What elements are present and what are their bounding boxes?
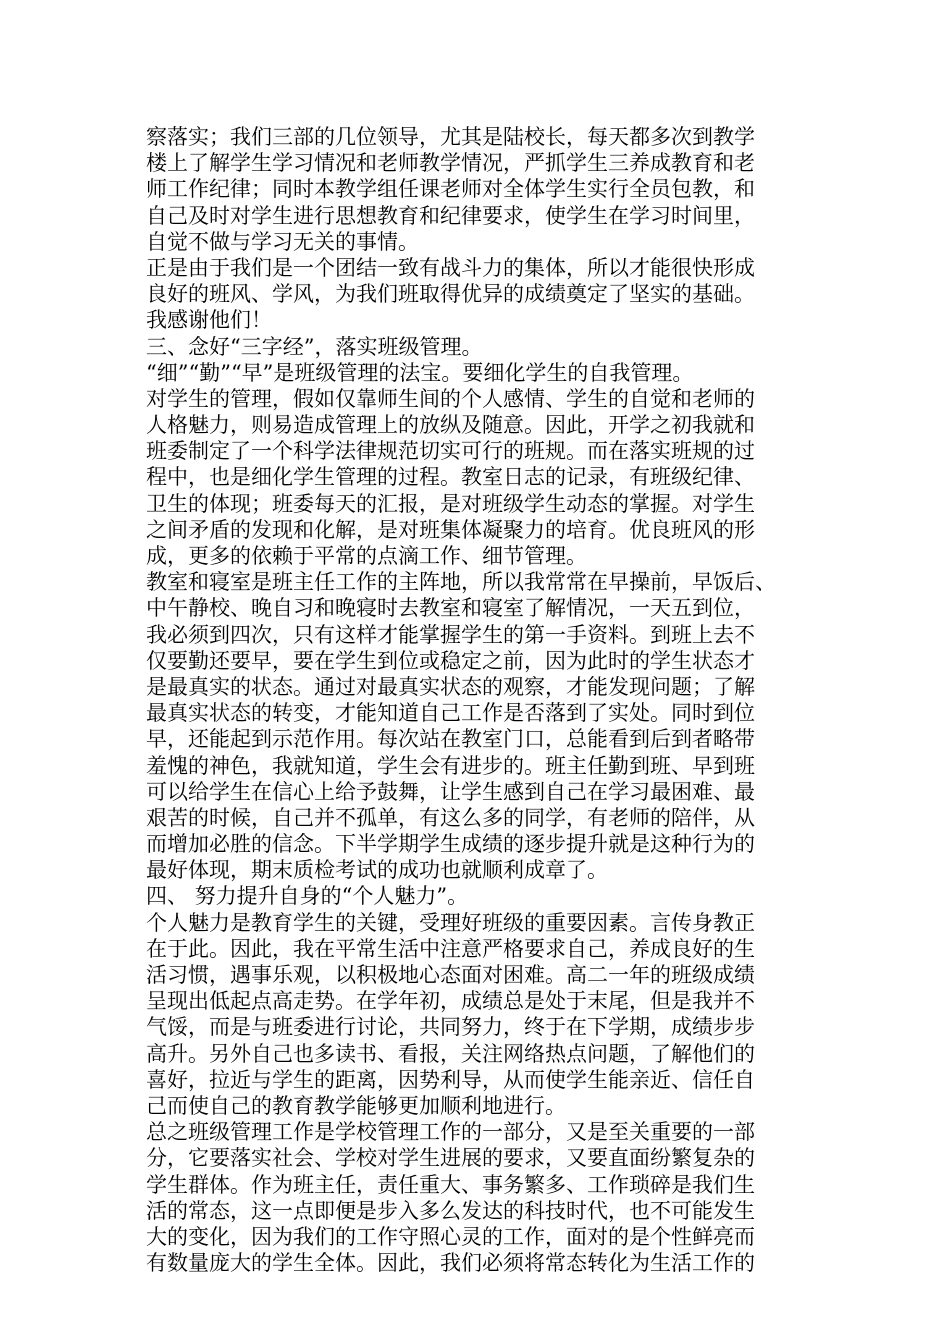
text-line: 人格魅力，则易造成管理上的放纵及随意。因此，开学之初我就和: [146, 413, 755, 438]
text-line: 羞愧的神色，我就知道，学生会有进步的。班主任勤到班、早到班: [146, 753, 755, 778]
text-line: 自觉不做与学习无关的事情。: [146, 229, 419, 254]
text-line: 自己及时对学生进行思想教育和纪律要求，使学生在学习时间里，: [146, 203, 755, 228]
text-line: 我必须到四次，只有这样才能掌握学生的第一手资料。到班上去不: [146, 622, 755, 647]
text-line: 分，它要落实社会、学校对学生进展的要求，又要直面纷繁复杂的: [146, 1146, 755, 1171]
text-line: 成，更多的依赖于平常的点滴工作、细节管理。: [146, 544, 587, 568]
text-line: 最真实状态的转变，才能知道自己工作是否落到了实处。同时到位: [146, 701, 755, 726]
text-line: 气馁，而是与班委进行讨论，共同努力，终于在下学期，成绩步步: [146, 1015, 755, 1040]
text-line: 中午静校、晚自习和晚寝时去教室和寝室了解情况，一天五到位，: [146, 596, 755, 621]
text-line: 在于此。因此，我在平常生活中注意严格要求自己，养成良好的生: [146, 936, 755, 961]
text-line: 教室和寝室是班主任工作的主阵地，所以我常常在早操前，早饭后、: [146, 570, 776, 595]
text-line: 我感谢他们！: [146, 308, 272, 333]
text-line: 对学生的管理，假如仅靠师生间的个人感情、学生的自觉和老师的: [146, 386, 755, 411]
text-line: 四、 努力提升自身的“个人魅力”。: [146, 884, 469, 909]
text-line: 三、念好“三字经”，落实班级管理。: [146, 334, 483, 359]
text-line: 总之班级管理工作是学校管理工作的一部分，又是至关重要的一部: [146, 1120, 755, 1145]
text-line: 活的常态，这一点即便是步入多么发达的科技时代，也不可能发生: [146, 1198, 755, 1223]
text-line: 程中，也是细化学生管理的过程。教室日志的记录，有班级纪律、: [146, 465, 755, 490]
text-line: 而增加必胜的信念。下半学期学生成绩的逐步提升就是这种行为的: [146, 832, 755, 857]
text-line: 呈现出低起点高走势。在学年初，成绩总是处于末尾，但是我并不: [146, 989, 755, 1014]
text-line: 大的变化，因为我们的工作守照心灵的工作，面对的是个性鲜亮而: [146, 1224, 755, 1249]
text-line: 正是由于我们是一个团结一致有战斗力的集体，所以才能很快形成: [146, 255, 755, 280]
text-line: 班委制定了一个科学法律规范切实可行的班规。而在落实班规的过: [146, 439, 755, 464]
text-line: 喜好，拉近与学生的距离，因势利导，从而使学生能亲近、信任自: [146, 1067, 755, 1092]
text-line: “细”“勤”“早”是班级管理的法宝。要细化学生的自我管理。: [146, 360, 694, 385]
text-line: 楼上了解学生学习情况和老师教学情况，严抓学生三养成教育和老: [146, 151, 755, 176]
text-line: 卫生的体现；班委每天的汇报，是对班级学生动态的掌握。对学生: [146, 491, 755, 516]
text-line: 良好的班风、学风，为我们班取得优异的成绩奠定了坚实的基础。: [146, 282, 755, 307]
text-line: 之间矛盾的发现和化解，是对班集体凝聚力的培育。优良班风的形: [146, 517, 755, 542]
text-line: 己而使自己的教育教学能够更加顺利地进行。: [146, 1093, 566, 1118]
text-line: 学生群体。作为班主任，责任重大、事务繁多、工作琐碎是我们生: [146, 1172, 755, 1197]
text-line: 有数量庞大的学生全体。因此，我们必须将常态转化为生活工作的: [146, 1251, 755, 1276]
text-line: 最好体现，期末质检考试的成功也就顺利成章了。: [146, 858, 608, 883]
text-line: 是最真实的状态。通过对最真实状态的观察，才能发现问题；了解: [146, 674, 755, 699]
text-line: 仅要勤还要早，要在学生到位或稳定之前，因为此时的学生状态才: [146, 648, 755, 673]
text-line: 个人魅力是教育学生的关键，受理好班级的重要因素。言传身教正: [146, 910, 755, 935]
text-line: 察落实；我们三部的几位领导，尤其是陆校长，每天都多次到教学: [146, 125, 755, 149]
text-line: 活习惯，遇事乐观，以积极地心态面对困难。高二一年的班级成绩: [146, 963, 755, 987]
body-text: [146, 124, 846, 1276]
text-line: 可以给学生在信心上给予鼓舞，让学生感到自己在学习最困难、最: [146, 779, 755, 804]
text-line: 师工作纪律；同时本教学组任课老师对全体学生实行全员包教，和: [146, 177, 755, 202]
text-line: 高升。另外自己也多读书、看报，关注网络热点问题，了解他们的: [146, 1041, 755, 1066]
text-line: 艰苦的时候，自己并不孤单，有这么多的同学，有老师的陪伴，从: [146, 805, 755, 830]
text-line: 早，还能起到示范作用。每次站在教室门口，总能看到后到者略带: [146, 727, 755, 752]
